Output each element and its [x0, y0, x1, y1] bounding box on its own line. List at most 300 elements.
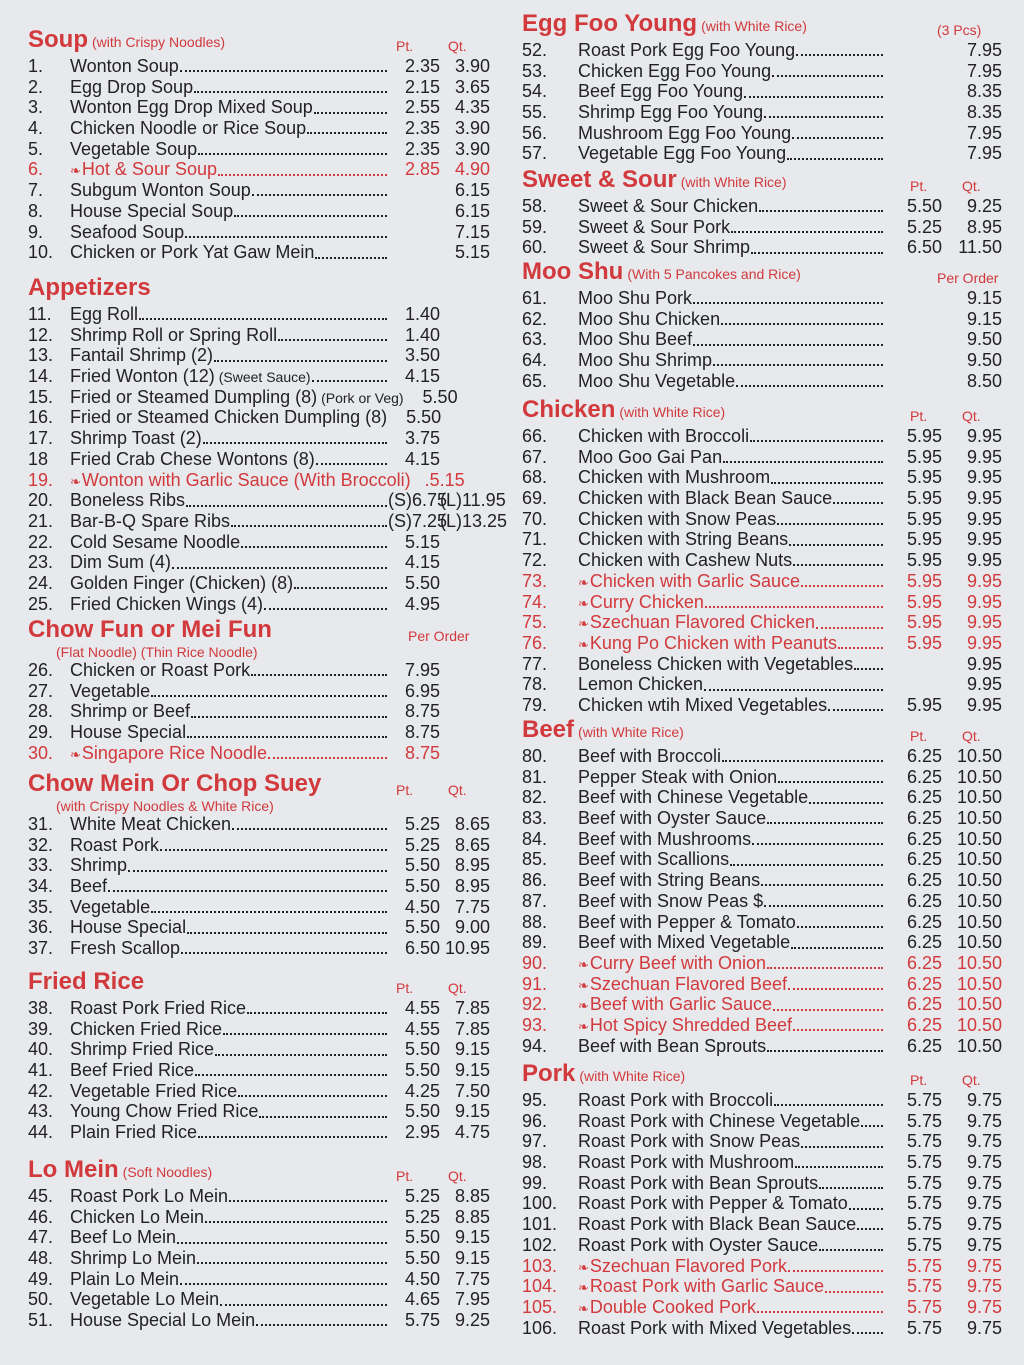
- dot-leader: [198, 153, 387, 155]
- section-title: Fried Rice: [28, 968, 145, 995]
- quart-price: 8.85: [454, 1186, 490, 1206]
- dot-leader: [857, 1228, 883, 1230]
- dot-leader: [187, 736, 387, 738]
- dot-leader: [833, 502, 883, 504]
- item-number: 7.: [28, 180, 44, 201]
- item-name: Roast Pork with Garlic Sauce: [589, 1276, 824, 1297]
- quart-price: 5.15: [454, 242, 490, 263]
- item-name: Fried Wonton (12): [70, 366, 215, 387]
- menu-item: [28, 242, 490, 263]
- item-name: Shrimp Toast (2): [70, 428, 202, 449]
- dot-leader: [771, 482, 883, 484]
- item-number: 73.: [522, 570, 548, 591]
- pint-price: 4.15: [404, 448, 440, 469]
- chili-pepper-icon: ❧: [578, 998, 589, 1014]
- pint-price: 5.75: [906, 1234, 942, 1255]
- chili-pepper-icon: ❧: [578, 1300, 589, 1316]
- menu-section: [522, 718, 1002, 1056]
- menu-item: [522, 953, 1002, 974]
- pint-price: 5.95: [906, 508, 942, 529]
- section-header: [522, 12, 1002, 36]
- pint-price: 5.50: [404, 1060, 440, 1081]
- menu-item: [522, 746, 1002, 767]
- item-name: Moo Goo Gai Pan: [578, 446, 723, 467]
- item-name: Roast Pork with Chinese Vegetable: [578, 1110, 861, 1131]
- item-number: 12.: [28, 324, 54, 345]
- dot-leader: [750, 440, 883, 442]
- quart-header: Qt.: [962, 1072, 981, 1088]
- menu-item: [28, 917, 490, 938]
- pint-price: 5.25: [906, 216, 942, 237]
- item-name: Bar-B-Q Spare Ribs: [70, 510, 231, 531]
- quart-price: 10.50: [956, 952, 1002, 973]
- dot-leader: [791, 947, 883, 949]
- pint-price: (S)6.75: [388, 490, 448, 511]
- menu-item: [28, 1248, 490, 1269]
- item-number: 11.: [28, 304, 52, 324]
- item-number: 85.: [522, 849, 548, 870]
- quart-price: 9.95: [966, 488, 1002, 509]
- item-name: House Special: [70, 722, 187, 743]
- pint-price: 5.95: [906, 488, 942, 509]
- quart-price: 9.15: [454, 1101, 490, 1122]
- quart-price: 3.90: [454, 138, 490, 159]
- pint-price: 2.95: [404, 1122, 440, 1143]
- section-title: Appetizers: [28, 274, 151, 301]
- item-name: Chicken with Mushroom: [578, 467, 771, 488]
- menu-section: [28, 1158, 490, 1331]
- pint-price: 6.25: [906, 746, 942, 766]
- menu-item: [522, 912, 1002, 933]
- pint-header: Pt.: [396, 38, 414, 54]
- dot-leader: [108, 890, 387, 892]
- quart-price: 10.50: [956, 1014, 1002, 1035]
- menu-item: [522, 849, 1002, 870]
- quart-price: 8.95: [454, 855, 490, 876]
- pint-price: 5.95: [906, 632, 942, 653]
- menu-item: [522, 891, 1002, 912]
- pint-price: 5.50: [404, 855, 440, 876]
- item-name: Roast Pork with Pepper & Tomato: [578, 1193, 848, 1214]
- item-name: Chicken Fried Rice: [70, 1018, 223, 1039]
- item-name: Fried Chicken Wings (4): [70, 593, 264, 614]
- menu-item: [522, 123, 1002, 144]
- dot-leader: [234, 215, 387, 217]
- section-note: (with White Rice): [578, 724, 684, 740]
- item-name: Roast Pork Lo Mein: [70, 1186, 229, 1206]
- menu-item: [522, 1090, 1002, 1111]
- quart-price: 7.95: [966, 122, 1002, 143]
- pint-price: 5.50: [422, 386, 458, 407]
- pint-price: 3.50: [404, 345, 440, 366]
- quart-header: Qt.: [448, 1168, 467, 1184]
- quart-price: 3.90: [454, 118, 490, 139]
- menu-item: [522, 447, 1002, 468]
- quart-price: 9.75: [966, 1110, 1002, 1131]
- section-note: (with White Rice): [619, 404, 726, 420]
- item-name: Egg Drop Soup: [70, 76, 194, 97]
- menu-item: [522, 1152, 1002, 1173]
- item-name: Fried or Steamed Chicken Dumpling (8): [70, 407, 388, 428]
- item-number: 83.: [522, 808, 548, 829]
- pint-price: .5.15: [424, 469, 465, 490]
- item-number: 81.: [522, 766, 548, 787]
- item-name: Vegetable: [70, 680, 151, 701]
- item-number: 24.: [28, 572, 54, 593]
- pint-price: 3.75: [404, 428, 440, 449]
- item-name: Roast Pork with Broccoli: [578, 1090, 774, 1110]
- pint-price: 5.95: [906, 467, 942, 488]
- item-number: 48.: [28, 1248, 54, 1269]
- menu-item: [28, 835, 490, 856]
- quart-price: 8.95: [454, 876, 490, 897]
- item-number: 4.: [28, 118, 44, 139]
- item-number: 52.: [522, 40, 548, 60]
- quart-price: (L)13.25: [440, 510, 508, 531]
- item-list: [522, 40, 1002, 164]
- item-number: 15.: [28, 386, 54, 407]
- quart-price: 9.95: [966, 467, 1002, 488]
- pint-price: 5.75: [906, 1214, 942, 1235]
- menu-item: [28, 1122, 490, 1143]
- menu-item: [522, 1297, 1002, 1318]
- item-name: House Special Soup: [70, 200, 234, 221]
- chili-pepper-icon: ❧: [578, 1018, 589, 1034]
- item-name: Seafood Soup: [70, 221, 185, 242]
- dot-leader: [793, 1029, 883, 1031]
- item-number: 92.: [522, 994, 548, 1015]
- dot-leader: [191, 716, 387, 718]
- menu-item: [522, 217, 1002, 238]
- pint-price: 4.15: [404, 366, 440, 387]
- menu-item: [522, 1276, 1002, 1297]
- item-number: 99.: [522, 1172, 548, 1193]
- quart-price: 10.50: [956, 994, 1002, 1015]
- pint-price: 4.50: [404, 1268, 440, 1289]
- dot-leader: [181, 952, 387, 954]
- item-name: Wonton Soup: [70, 56, 179, 76]
- item-number: 32.: [28, 834, 54, 855]
- menu-item: [522, 1256, 1002, 1277]
- item-name: Shrimp Lo Mein: [70, 1248, 197, 1269]
- pint-price: 4.55: [404, 998, 440, 1018]
- item-name: Beef Egg Foo Young: [578, 81, 744, 102]
- menu-section: [28, 28, 490, 263]
- pint-price: 5.50: [406, 407, 442, 428]
- dot-leader: [796, 54, 883, 56]
- pint-price: 2.35: [404, 118, 440, 139]
- dot-leader: [801, 1146, 883, 1148]
- pint-price: 5.95: [906, 550, 942, 571]
- pint-header: Pt.: [396, 980, 414, 996]
- quart-price: 9.15: [966, 288, 1002, 308]
- quart-price: 10.50: [956, 766, 1002, 787]
- item-number: 84.: [522, 828, 548, 849]
- item-number: 104.: [522, 1276, 558, 1297]
- pint-price: 5.95: [906, 612, 942, 633]
- dot-leader: [793, 564, 883, 566]
- item-number: 3.: [28, 97, 44, 118]
- item-list: [522, 1090, 1002, 1338]
- item-number: 17.: [28, 428, 54, 449]
- dot-leader: [759, 210, 883, 212]
- item-number: 26.: [28, 660, 54, 680]
- dot-leader: [693, 302, 883, 304]
- item-number: 44.: [28, 1122, 54, 1143]
- dot-leader: [789, 544, 883, 546]
- menu-item: [522, 309, 1002, 330]
- chili-pepper-icon: ❧: [578, 616, 589, 632]
- item-number: 58.: [522, 196, 548, 216]
- item-number: 62.: [522, 308, 548, 329]
- dot-leader: [315, 257, 387, 259]
- dot-leader: [723, 461, 883, 463]
- quart-price: 9.75: [966, 1214, 1002, 1235]
- item-number: 106.: [522, 1317, 558, 1338]
- quart-price: 9.95: [966, 570, 1002, 591]
- menu-item: [522, 695, 1002, 716]
- quart-price: 10.50: [956, 932, 1002, 953]
- item-number: 10.: [28, 242, 54, 263]
- pint-price: 8.75: [404, 701, 440, 722]
- menu-item: [28, 1019, 490, 1040]
- menu-item: [522, 633, 1002, 654]
- pint-price: 2.35: [404, 56, 440, 76]
- item-number: 79.: [522, 694, 548, 715]
- item-number: 30.: [28, 742, 54, 763]
- dot-leader: [752, 843, 883, 845]
- item-number: 76.: [522, 632, 548, 653]
- quart-price: 9.15: [454, 1248, 490, 1269]
- dot-leader: [259, 1116, 387, 1118]
- menu-item: [28, 470, 490, 491]
- menu-item: [28, 938, 490, 959]
- chili-pepper-icon: ❧: [578, 636, 589, 652]
- item-number: 60.: [522, 237, 548, 258]
- pint-price: 5.50: [404, 876, 440, 897]
- menu-item: [522, 767, 1002, 788]
- dot-leader: [797, 926, 883, 928]
- item-name: Dim Sum (4): [70, 552, 172, 573]
- item-name: Boneless Chicken with Vegetables: [578, 653, 854, 674]
- dot-leader: [792, 137, 883, 139]
- menu-item: [522, 288, 1002, 309]
- section-header: [522, 168, 1002, 192]
- quart-price: 9.50: [966, 329, 1002, 350]
- chili-pepper-icon: ❧: [578, 595, 589, 611]
- item-name: Roast Pork with Snow Peas: [578, 1131, 801, 1152]
- menu-item: [522, 994, 1002, 1015]
- item-extra: (Pork or Veg): [321, 389, 404, 406]
- menu-item: [28, 325, 490, 346]
- item-number: 39.: [28, 1018, 54, 1039]
- item-number: 50.: [28, 1289, 54, 1310]
- item-number: 74.: [522, 591, 548, 612]
- menu-item: [522, 829, 1002, 850]
- dot-leader: [825, 1291, 883, 1293]
- menu-item: [522, 371, 1002, 392]
- pint-price: 5.95: [906, 446, 942, 467]
- section-side-label: Per Order: [408, 628, 470, 644]
- dot-leader: [247, 1012, 387, 1014]
- quart-price: 9.25: [966, 196, 1002, 216]
- pint-price: 6.25: [906, 952, 942, 973]
- item-name: Beef with Chinese Vegetable: [578, 787, 809, 808]
- menu-item: [28, 1289, 490, 1310]
- item-name: Moo Shu Shrimp: [578, 350, 713, 371]
- item-name: Chicken with Snow Peas: [578, 508, 777, 529]
- dot-leader: [231, 525, 387, 527]
- dot-leader: [185, 236, 387, 238]
- menu-item: [522, 571, 1002, 592]
- dot-leader: [764, 116, 883, 118]
- dot-leader: [194, 91, 387, 93]
- quart-price: 9.95: [966, 612, 1002, 633]
- pint-price: 5.75: [906, 1276, 942, 1297]
- menu-item: [28, 56, 490, 77]
- dot-leader: [241, 546, 387, 548]
- item-name: Fantail Shrimp (2): [70, 345, 214, 366]
- item-name: Shrimp Fried Rice: [70, 1039, 215, 1060]
- dot-leader: [139, 318, 387, 320]
- dot-leader: [854, 668, 883, 670]
- item-list: [522, 426, 1002, 716]
- dot-leader: [787, 158, 883, 160]
- pint-price: 7.95: [404, 660, 440, 680]
- item-number: 37.: [28, 938, 54, 959]
- dot-leader: [751, 252, 883, 254]
- section-side-label: Per Order: [937, 270, 999, 286]
- item-number: 82.: [522, 787, 548, 808]
- dot-leader: [264, 608, 387, 610]
- dot-leader: [180, 70, 387, 72]
- quart-price: 8.35: [966, 102, 1002, 123]
- item-name: Moo Shu Vegetable: [578, 370, 736, 391]
- item-number: 18: [28, 448, 49, 469]
- quart-price: 9.95: [966, 508, 1002, 529]
- item-number: 65.: [522, 370, 548, 391]
- item-number: 66.: [522, 426, 548, 446]
- menu-item: [28, 387, 490, 408]
- item-number: 61.: [522, 288, 548, 308]
- menu-section: [522, 168, 1002, 258]
- item-number: 56.: [522, 122, 548, 143]
- menu-item: [522, 40, 1002, 61]
- menu-item: [28, 1081, 490, 1102]
- pint-price: 6.25: [906, 911, 942, 932]
- quart-price: 10.50: [956, 787, 1002, 808]
- quart-price: 3.90: [454, 56, 490, 76]
- menu-item: [522, 1235, 1002, 1256]
- menu-item: [522, 1214, 1002, 1235]
- menu-item: [522, 787, 1002, 808]
- item-name: Moo Shu Beef: [578, 329, 693, 350]
- pint-header: Pt.: [910, 178, 928, 194]
- chili-pepper-icon: ❧: [70, 163, 81, 179]
- menu-item: [28, 1207, 490, 1228]
- section-header: [28, 618, 490, 642]
- dot-leader: [314, 112, 387, 114]
- menu-section: [28, 772, 490, 959]
- dot-leader: [693, 344, 883, 346]
- item-number: 40.: [28, 1039, 54, 1060]
- item-name: Cold Sesame Noodle: [70, 531, 241, 552]
- quart-price: 7.95: [966, 40, 1002, 60]
- menu-item: [28, 722, 490, 743]
- item-name: Beef with Mixed Vegetable: [578, 932, 791, 953]
- quart-price: 9.95: [966, 694, 1002, 715]
- dot-leader: [252, 194, 387, 196]
- item-name: Beef with Pepper & Tomato: [578, 911, 796, 932]
- dot-leader: [151, 695, 387, 697]
- pint-price: 5.75: [906, 1172, 942, 1193]
- item-number: 9.: [28, 221, 44, 242]
- menu-item: [522, 143, 1002, 164]
- pint-price: 4.15: [404, 552, 440, 573]
- dot-leader: [849, 1208, 883, 1210]
- item-number: 55.: [522, 102, 548, 123]
- item-name: Chicken with Cashew Nuts: [578, 550, 793, 571]
- dot-leader: [278, 339, 387, 341]
- item-name: Roast Pork Fried Rice: [70, 998, 247, 1018]
- item-number: 27.: [28, 680, 54, 701]
- quart-price: 10.50: [956, 746, 1002, 766]
- item-name: Chicken or Pork Yat Gaw Mein: [70, 242, 315, 263]
- item-name: Beef Fried Rice: [70, 1060, 195, 1081]
- pint-price: 6.25: [906, 766, 942, 787]
- menu-item: [28, 1060, 490, 1081]
- menu-item: [28, 159, 490, 180]
- dot-leader: [767, 822, 883, 824]
- item-name: Vegetable Soup: [70, 138, 198, 159]
- menu-item: [522, 509, 1002, 530]
- quart-price: 9.75: [966, 1131, 1002, 1152]
- quart-price: 9.00: [454, 917, 490, 938]
- pint-price: 1.40: [404, 324, 440, 345]
- menu-item: [28, 573, 490, 594]
- pint-price: 5.50: [404, 1101, 440, 1122]
- item-number: 77.: [522, 653, 548, 674]
- dot-leader: [788, 1270, 883, 1272]
- dot-leader: [819, 1187, 883, 1189]
- item-name: Chicken Lo Mein: [70, 1206, 205, 1227]
- item-number: 59.: [522, 216, 548, 237]
- item-number: 53.: [522, 60, 548, 81]
- pint-price: 6.25: [906, 932, 942, 953]
- menu-item: [28, 743, 490, 764]
- section-title: Moo Shu: [522, 258, 624, 285]
- menu-item: [28, 1186, 490, 1207]
- pint-price: 5.25: [404, 1206, 440, 1227]
- menu-section: [522, 1062, 1002, 1338]
- dot-leader: [722, 760, 883, 762]
- dot-leader: [197, 1262, 387, 1264]
- item-name: Plain Fried Rice: [70, 1122, 198, 1143]
- item-name: Beef with Broccoli: [578, 746, 722, 766]
- item-name: Szechuan Flavored Chicken: [589, 612, 816, 633]
- pint-price: 5.25: [404, 1186, 440, 1206]
- item-number: 98.: [522, 1152, 548, 1173]
- dot-leader: [203, 442, 387, 444]
- quart-price: 7.95: [966, 143, 1002, 164]
- pint-price: 6.25: [906, 808, 942, 829]
- dot-leader: [838, 647, 883, 649]
- section-title: Sweet & Sour: [522, 166, 677, 193]
- dot-leader: [186, 505, 387, 507]
- item-name: Moo Shu Chicken: [578, 308, 721, 329]
- dot-leader: [761, 884, 883, 886]
- pint-price: 2.55: [404, 97, 440, 118]
